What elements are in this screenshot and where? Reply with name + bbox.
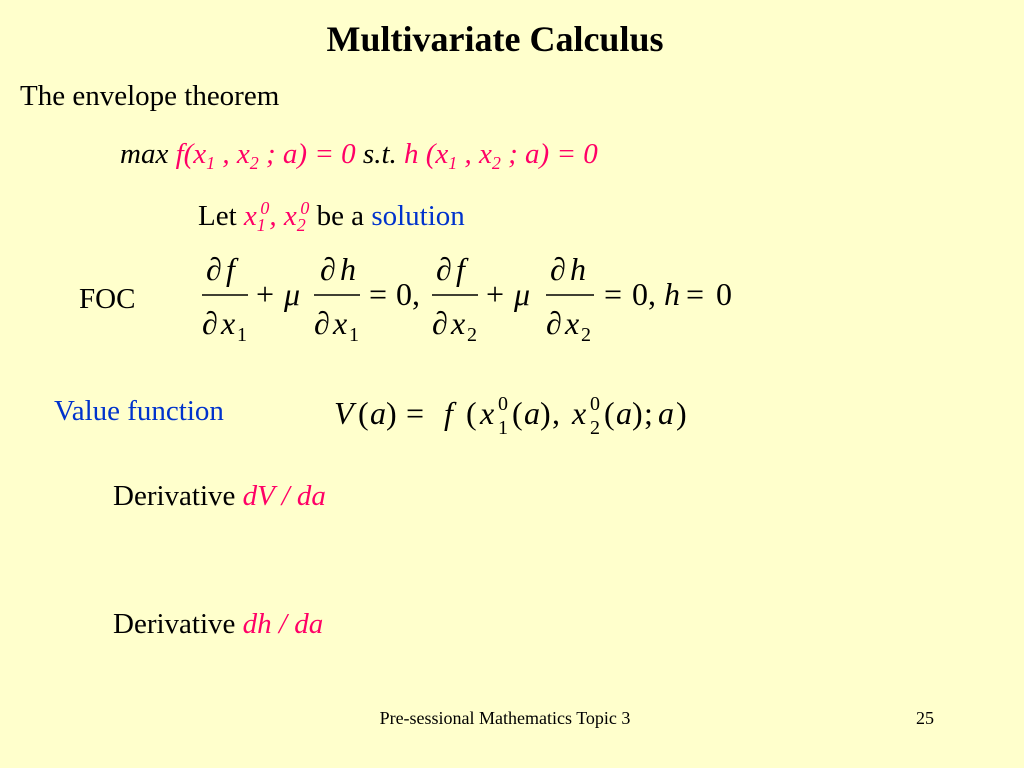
slide-title: Multivariate Calculus xyxy=(326,19,664,59)
foc-partial: ∂ xyxy=(432,305,448,341)
foc-sub: 2 xyxy=(581,324,591,346)
page-number: 25 xyxy=(916,708,934,728)
foc-zero: 0, xyxy=(396,276,420,312)
foc-partial: ∂ xyxy=(314,305,330,341)
foc-partial: ∂ xyxy=(436,251,452,287)
vf-sup: 0 xyxy=(498,393,508,415)
foc-x: x xyxy=(565,305,580,341)
foc-h: h xyxy=(340,251,356,287)
foc-mu: μ xyxy=(284,276,301,312)
vf-V: V xyxy=(334,395,354,431)
foc-x: x xyxy=(451,305,466,341)
foc-h: h xyxy=(664,276,680,312)
vf-a: a xyxy=(524,395,540,431)
solution-statement: Let $x_1^0$, $x_2^0$ be a solution xyxy=(198,198,465,235)
foc-equals: = xyxy=(369,276,388,312)
slide-footer: Pre-sessional Mathematics Topic 3 xyxy=(379,708,631,728)
section-heading: The envelope theorem xyxy=(20,80,280,112)
foc-plus: + xyxy=(486,276,505,312)
foc-h: h xyxy=(570,251,586,287)
derivative-expr: dh / da xyxy=(242,608,324,640)
foc-sub: 1 xyxy=(237,324,247,346)
foc-label: FOC xyxy=(79,283,136,315)
foc-partial: ∂ xyxy=(320,251,336,287)
vf-rparen: ) xyxy=(676,395,687,431)
foc-partial: ∂ xyxy=(550,251,566,287)
value-function-equation xyxy=(332,388,712,448)
value-function-label: Value function xyxy=(54,395,224,427)
foc-zero: 0 xyxy=(716,276,732,312)
vf-sup: 0 xyxy=(590,393,600,415)
solution-word: solution xyxy=(371,199,465,232)
solution-variables: $x_1^0$, $x_2^0$ xyxy=(243,198,310,235)
foc-equals: = xyxy=(686,276,705,312)
constraint: h ($x_1$ , $x_2$ ; a) = 0 xyxy=(404,138,598,173)
foc-partial: ∂ xyxy=(202,305,218,341)
foc-plus: + xyxy=(256,276,275,312)
vf-rparen: ) xyxy=(540,395,551,431)
foc-zero: 0, xyxy=(632,276,656,312)
foc-equals: = xyxy=(604,276,623,312)
foc-sub: 1 xyxy=(349,324,359,346)
vf-x: x xyxy=(480,395,495,431)
vf-lparen: ( xyxy=(358,395,369,431)
vf-sub: 2 xyxy=(590,417,600,439)
vf-lparen: ( xyxy=(466,395,477,431)
foc-f: f xyxy=(226,251,235,287)
vf-lparen: ( xyxy=(604,395,615,431)
optimization-problem xyxy=(120,138,598,174)
vf-lparen: ( xyxy=(512,395,523,431)
foc-equation xyxy=(196,250,756,350)
foc-partial: ∂ xyxy=(546,305,562,341)
max-word: max xyxy=(120,138,169,170)
foc-x: x xyxy=(333,305,348,341)
vf-x: x xyxy=(572,395,587,431)
vf-sub: 1 xyxy=(498,417,508,439)
vf-rparen: ) xyxy=(632,395,643,431)
derivative-constraint: Derivative dh / da xyxy=(113,608,324,640)
vf-a: a xyxy=(616,395,632,431)
vf-semicolon: ; xyxy=(644,395,653,431)
foc-partial: ∂ xyxy=(206,251,222,287)
vf-f: f xyxy=(444,395,453,431)
vf-equals: = xyxy=(406,395,425,431)
vf-rparen: ) xyxy=(386,395,397,431)
foc-mu: μ xyxy=(514,276,531,312)
derivative-expr: dV / da xyxy=(242,480,326,512)
vf-a: a xyxy=(370,395,386,431)
derivative-value-function: Derivative dV / da xyxy=(113,480,326,512)
foc-x: x xyxy=(221,305,236,341)
vf-a: a xyxy=(658,395,674,431)
foc-f: f xyxy=(456,251,465,287)
subject-to: s.t. xyxy=(355,138,404,170)
vf-comma: , xyxy=(552,395,560,431)
objective: $f(x_1$ , $x_2$ ; a) = 0 xyxy=(175,138,356,173)
foc-sub: 2 xyxy=(467,324,477,346)
